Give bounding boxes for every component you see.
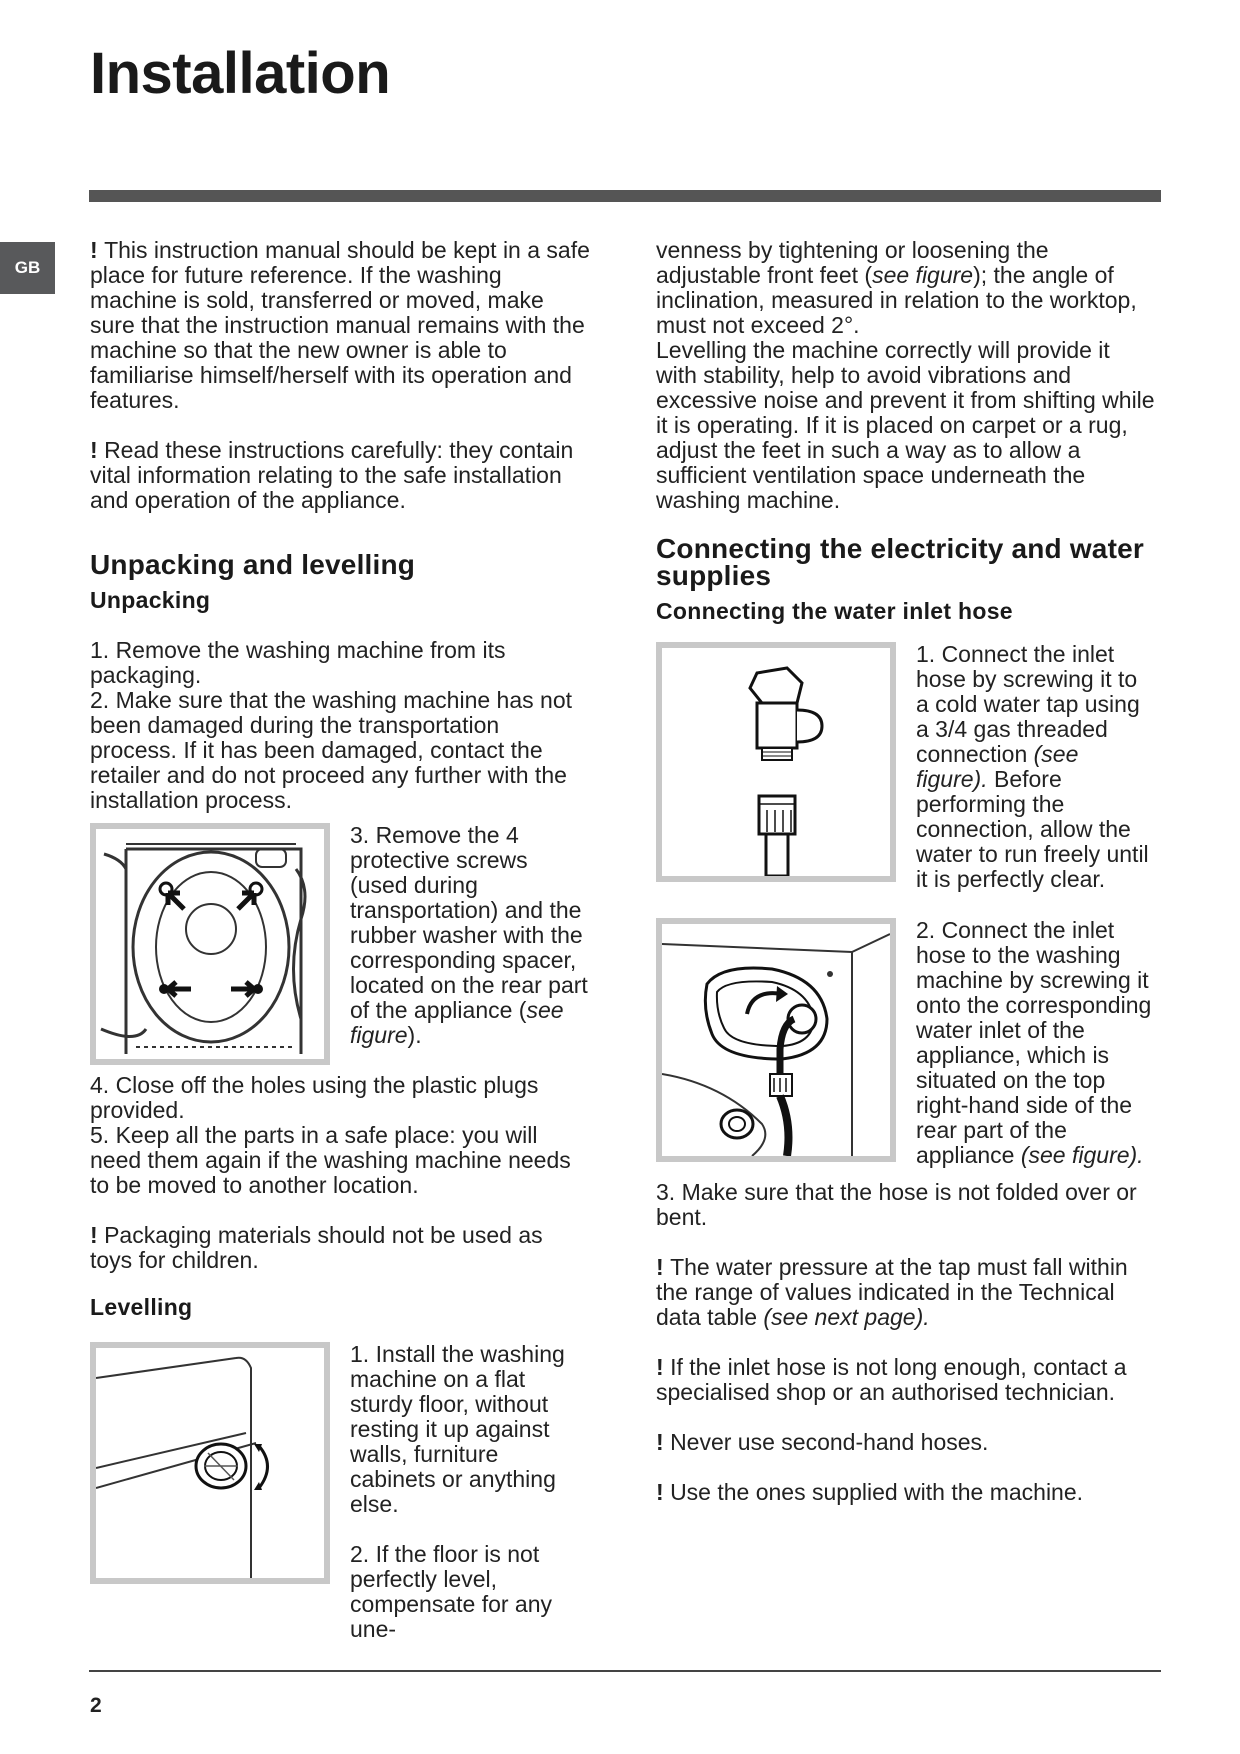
right-column xyxy=(656,238,1156,1505)
second-hand-warning: ! Never use second-hand hoses. xyxy=(656,1429,989,1455)
levelling-steps xyxy=(350,1342,590,1642)
cold-water-tap-illustration xyxy=(662,648,890,876)
page-number: 2 xyxy=(90,1694,102,1717)
inlet-step-3: 3. Make sure that the hose is not folded over or bent. xyxy=(656,1179,1137,1230)
intro-note-1: ! This instruction manual should be kept in a safe place for future reference. If the washing machine is sold, transferred or moved, make sure that the instruction manual remains with the machine so that the new owner is able to familiarise himself/herself with its operation and features. xyxy=(90,237,590,413)
rear-screws-figure xyxy=(90,823,330,1065)
unpack-figure-row xyxy=(90,823,590,1065)
inlet-step-1: 1. Connect the inlet hose by screwing it to a cold water tap using a 3/4 gas threaded connection (see figure). Before performing the connection, allow the water to run freely until it is perfectly clear. xyxy=(916,641,1149,892)
levelling-step-2: 2. If the floor is not perfectly level, compensate for any une- xyxy=(350,1541,553,1642)
section-heading-unpacking-levelling: Unpacking and levelling xyxy=(90,549,416,580)
unpack-step-4: 4. Close off the holes using the plastic plugs provided. xyxy=(90,1072,539,1123)
unpack-step-2: 2. Make sure that the washing machine has not been damaged during the transportation process. If it has been damaged, contact the retailer and do not proceed any further with the installation process. xyxy=(90,687,573,813)
levelling-figure-row xyxy=(90,1342,590,1642)
inlet-machine-figure-row xyxy=(656,918,1156,1168)
adjustable-foot-illustration xyxy=(96,1348,324,1578)
footer-rule xyxy=(89,1670,1161,1672)
unpack-step-3: 3. Remove the 4 protective screws (used during transportation) and the rubber washer with the corresponding spacer, located on the rear part of the appliance (see figure). xyxy=(350,822,588,1048)
unpack-step-5: 5. Keep all the parts in a safe place: you will need them again if the washing machine needs to be moved to another location. xyxy=(90,1122,571,1198)
inlet-step-2: 2. Connect the inlet hose to the washing machine by screwing it onto the corresponding water inlet of the appliance, which is situated on the top right-hand side of the rear part of the appliance (see figure). xyxy=(916,917,1152,1168)
rear-panel-illustration xyxy=(96,829,324,1059)
page-title: Installation xyxy=(90,41,391,106)
hose-length-warning: ! If the inlet hose is not long enough, contact a specialised shop or an authorised technician. xyxy=(656,1354,1127,1405)
pressure-warning: ! The water pressure at the tap must fall within the range of values indicated in the Technical data table (see next page). xyxy=(656,1254,1128,1330)
left-column xyxy=(90,238,590,1642)
levelling-continued: venness by tightening or loosening the adjustable front feet (see figure); the angle of inclination, measured in relation to the worktop, must not exceed 2°. xyxy=(656,237,1137,338)
levelling-step-1: 1. Install the washing machine on a flat sturdy floor, without resting it up against walls, furniture cabinets or anything else. xyxy=(350,1341,565,1517)
inlet-tap-figure-row xyxy=(656,642,1156,892)
levelling-feet-figure xyxy=(90,1342,330,1584)
unpack-step-1: 1. Remove the washing machine from its packaging. xyxy=(90,637,506,688)
supplied-hoses-warning: ! Use the ones supplied with the machine. xyxy=(656,1479,1084,1505)
subheading-levelling: Levelling xyxy=(90,1294,193,1320)
language-tab: GB xyxy=(0,242,55,294)
machine-inlet-figure xyxy=(656,918,896,1162)
subheading-unpacking: Unpacking xyxy=(90,587,211,613)
tap-figure xyxy=(656,642,896,882)
subheading-inlet-hose: Connecting the water inlet hose xyxy=(656,598,1013,624)
intro-note-2: ! Read these instructions carefully: they contain vital information relating to the safe installation and operation of the appliance. xyxy=(90,437,574,513)
levelling-paragraph: Levelling the machine correctly will provide it with stability, help to avoid vibrations and excessive noise and prevent it from shifting while it is operating. If it is placed on carpet or a rug, adjust the feet in such a way as to allow a sufficient ventilation space underneath the washing machine. xyxy=(656,337,1155,513)
section-heading-connecting: Connecting the electricity and water supplies xyxy=(656,533,1144,591)
packaging-warning: ! Packaging materials should not be used as toys for children. xyxy=(90,1222,543,1273)
water-inlet-illustration xyxy=(662,924,890,1156)
header-rule xyxy=(89,190,1161,202)
